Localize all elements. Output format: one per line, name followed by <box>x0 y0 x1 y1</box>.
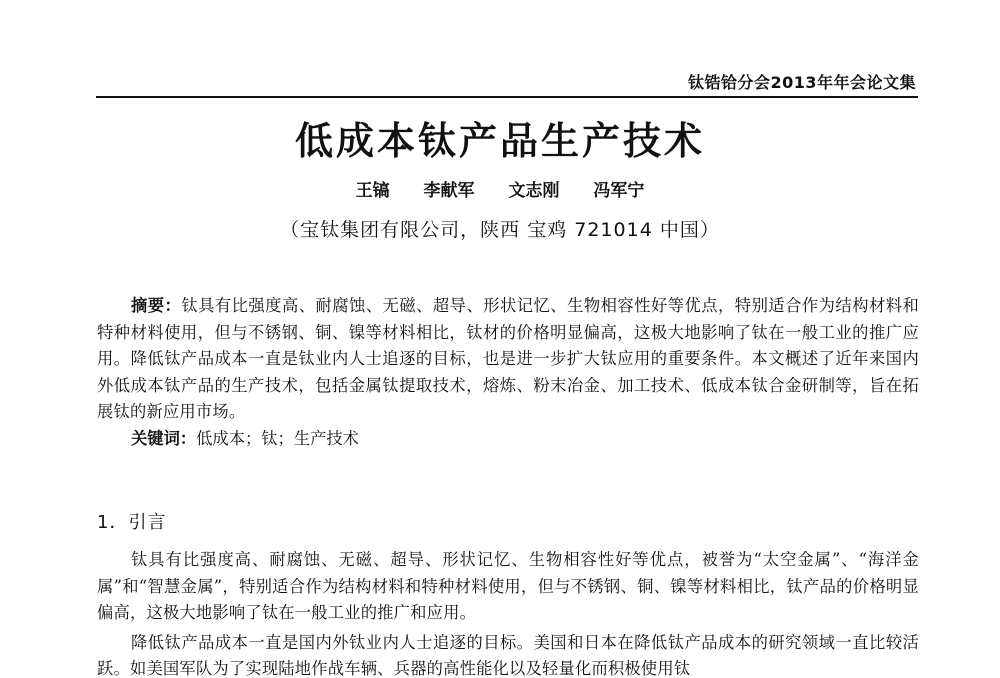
abstract-text: 钛具有比强度高、耐腐蚀、无磁、超导、形状记忆、生物相容性好等优点，特别适合作为结构材料和特种材料使用，但与不锈钢、铜、镍等材料相比，钛材的价格明显偏高，这极大地影响了钛在一般工业的推广应用。降低钛产品成本一直是钛业内人士追逐的目标，也是进一步扩大钛应用的重要条件。本文概述了近年来国内外低成本钛产品的生产技术，包括金属钛提取技术，熔炼、粉末冶金、加工技术、低成本钛合金研制等，旨在拓展钛的新应用市场。 <box>97 296 919 421</box>
keywords-label: 关键词： <box>131 429 197 448</box>
keywords-text: 低成本；钛；生产技术 <box>196 429 359 448</box>
author-list <box>0 176 1000 201</box>
abstract-label: 摘要： <box>131 296 182 315</box>
keywords <box>131 426 359 452</box>
header-rule <box>96 96 918 98</box>
author-name: 王镐 <box>355 181 390 201</box>
article-title: 低成本钛产品生产技术 <box>294 118 705 163</box>
section-body <box>97 547 919 678</box>
running-header: 钛锆铪分会2013年年会论文集 <box>687 73 916 92</box>
body-paragraph: 降低钛产品成本一直是国内外钛业内人士追逐的目标。美国和日本在降低钛产品成本的研究领域一直比较活跃。如美国军队为了实现陆地作战车辆、兵器的高性能化以及轻量化而积极使用钛 <box>97 632 919 678</box>
affiliation: （宝钛集团有限公司，陕西 宝鸡 721014 中国） <box>280 219 720 241</box>
author-name: 李献军 <box>423 181 475 201</box>
abstract <box>97 293 919 426</box>
author-name: 冯军宁 <box>593 181 645 201</box>
body-paragraph: 钛具有比强度高、耐腐蚀、无磁、超导、形状记忆、生物相容性好等优点，被誉为“太空金属”、“海洋金属”和“智慧金属”，特别适合作为结构材料和特种材料使用，但与不锈钢、铜、镍等材料相比，钛产品的价格明显偏高，这极大地影响了钛在一般工业的推广和应用。 <box>97 550 919 622</box>
author-name: 文志刚 <box>508 181 560 201</box>
section-heading: 1．引言 <box>97 512 167 533</box>
